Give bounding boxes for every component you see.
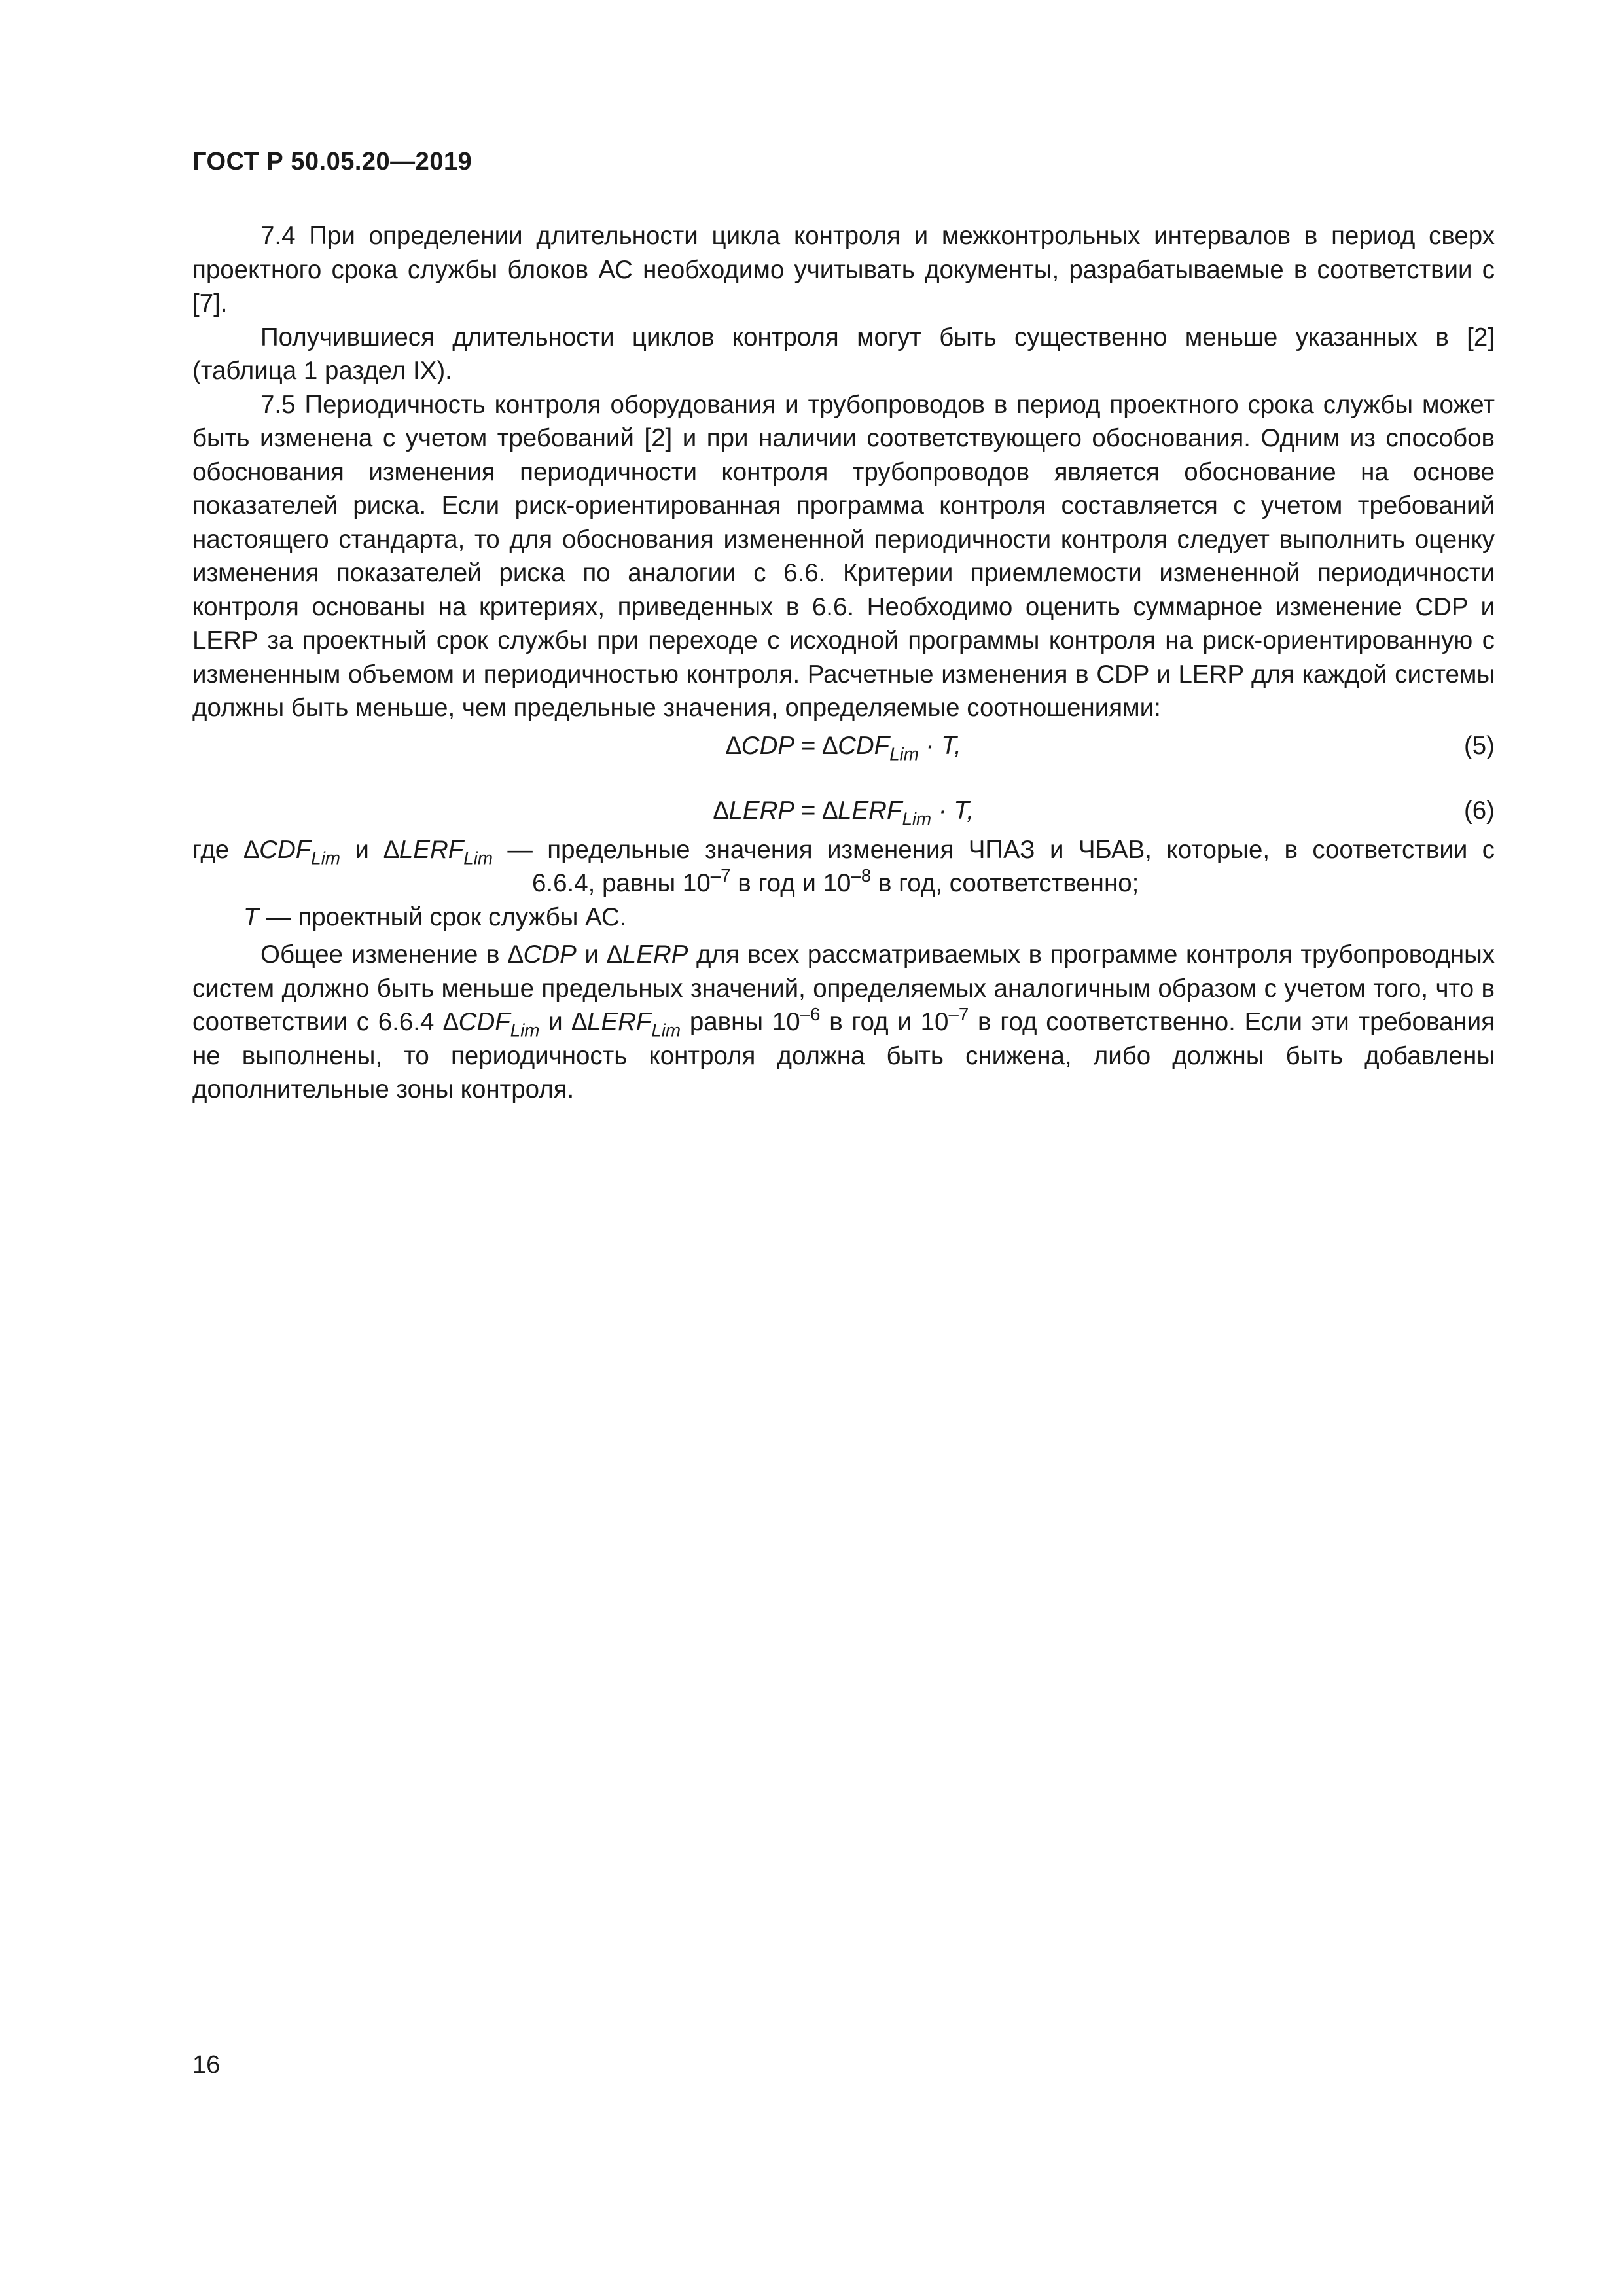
document-body (192, 219, 1495, 1107)
formula-5 (192, 729, 1495, 763)
formula-5-number: (5) (1463, 731, 1495, 760)
paragraph-7-4-note: Получившиеся длительности циклов контроля могут быть существенно меньше указанных в [2] (таблица 1 раздел IX). (192, 323, 1495, 385)
explanation-line-3: T — проектный срок службы АС. (243, 903, 627, 931)
explanation-line-1: где $\Delta CDF_{Lim}$ и $\Delta LERF_{Lim}$ — предельные значения изменения ЧПАЗ и ЧБАВ, которые, в соответствии с (192, 835, 1495, 869)
paragraph-7-4: 7.4 При определении длительности цикла контроля и межконтрольных интервалов в период сверх проектного срока службы блоков АС необходимо учитывать документы, разрабатываемые в соответствии с [7]. (192, 222, 1495, 317)
explanation-line-2: 6.6.4, равны $10^{-7}$ в год и $10^{-8}$ в год, соответственно; (532, 865, 1139, 897)
formula-explanation (192, 833, 1495, 935)
page-number: 16 (192, 2051, 221, 2079)
paragraph-7-5: 7.5 Периодичность контроля оборудования и трубопроводов в период проектного срока службы может быть изменена с учетом требований [2] и при наличии соответствующего обоснования. Одним из способов обоснования изменения периодичности контроля трубопроводов является обоснование на основе показателей риска. Если риск-ориентированная программа контроля составляется с учетом требований настоящего стандарта, то для обоснования измененной периодичности контроля следует выполнить оценку изменения показателей риска по аналогии с 6.6. Критерии приемлемости измененной периодичности контроля основаны на критериях, приведенных в 6.6. Необходимо оценить суммарное изменение CDP и LERP за проектный срок службы при переходе с исходной программы контроля на риск-ориентированную с измененным объемом и периодичностью контроля. Расчетные изменения в CDP и LERP для каждой системы должны быть меньше, чем предельные значения, определяемые соотношениями: (192, 390, 1495, 722)
formula-6-expression: ∆LERP = $\Delta LERF_{Lim} \cdot T$, (713, 797, 974, 829)
document-header-title: ГОСТ Р 50.05.20—2019 (192, 148, 473, 175)
paragraph-total-change: Общее изменение в ∆CDP и ∆LERP для всех рассматриваемых в программе контроля трубопроводных систем должно быть меньше предельных значений, определяемых аналогичным образом с учетом того, что в соответствии с 6.6.4 $\Delta CDF_{Lim}$ и $\Delta LERF_{Lim}$ равны $10^{-6}$ в год и $10^{-7}$ в год соответственно. Если эти требования не выполнены, то периодичность контроля должна быть снижена, либо должны быть добавлены дополнительные зоны контроля. (192, 941, 1495, 1103)
formula-6-number: (6) (1463, 797, 1495, 825)
formula-6 (192, 794, 1495, 828)
formula-5-expression: $\Delta CDP = \Delta CDF_{Lim} \cdot T$, (726, 731, 961, 764)
